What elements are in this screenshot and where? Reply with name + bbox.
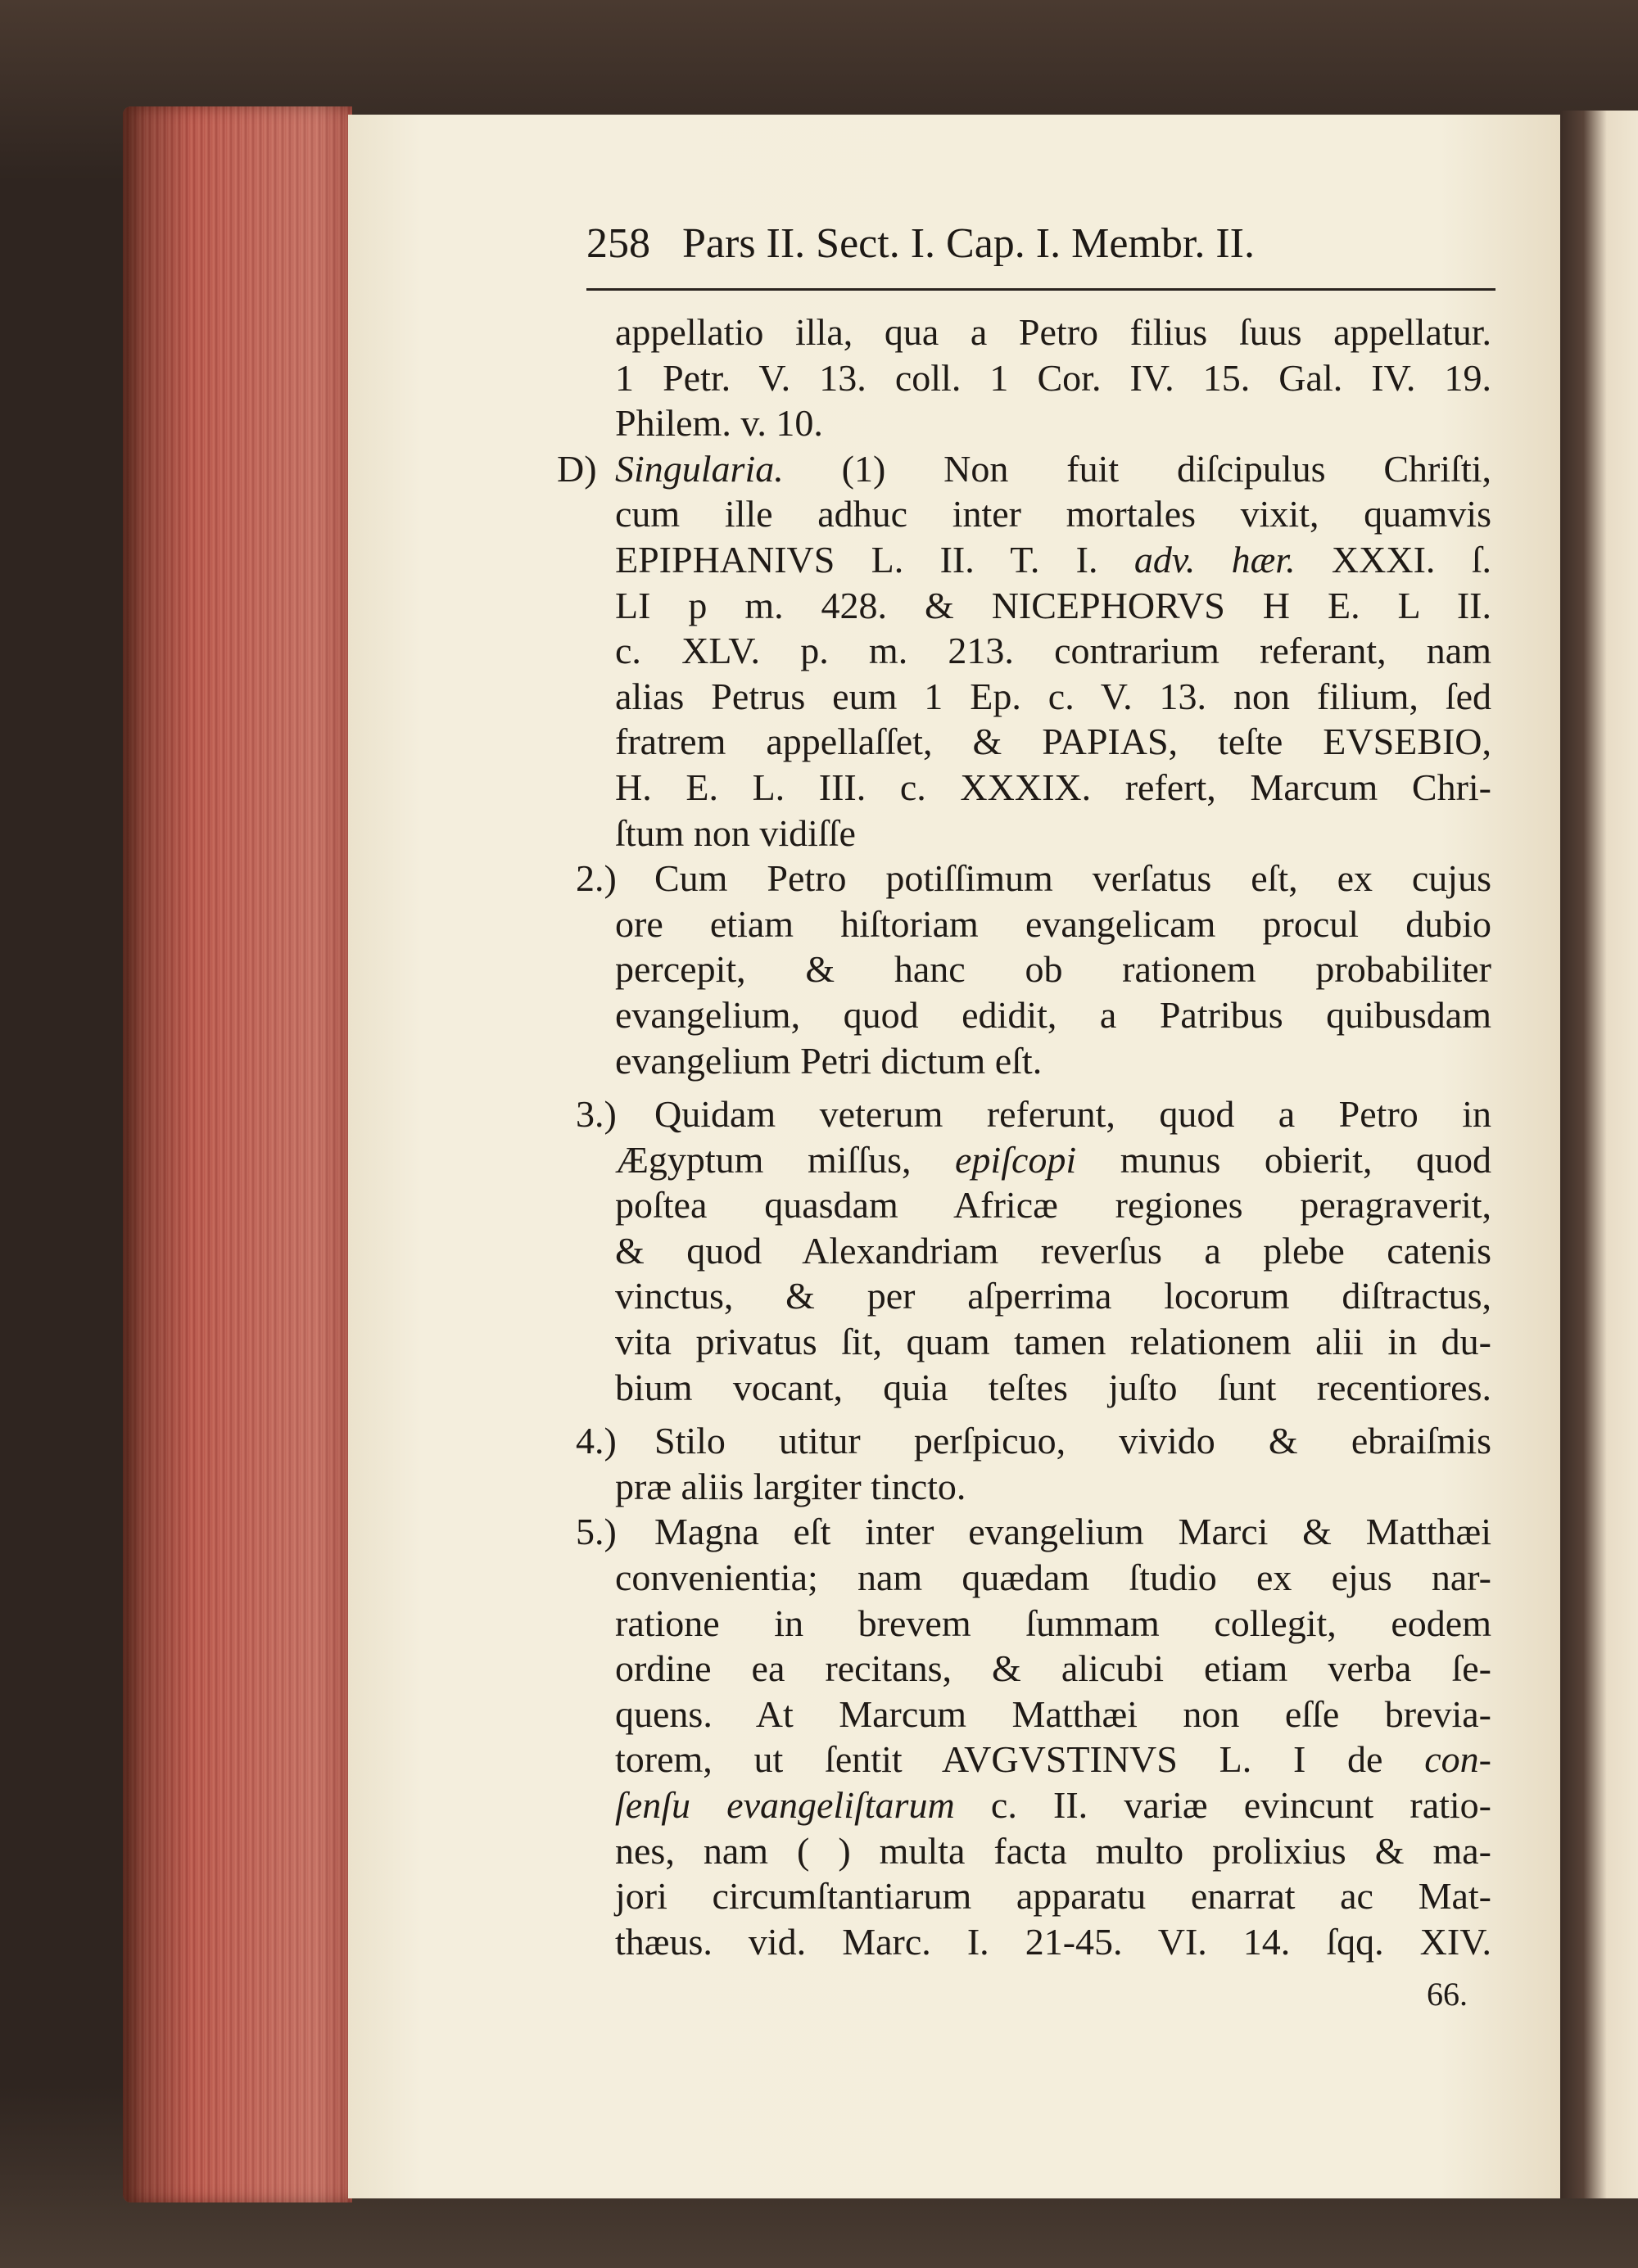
line-text xyxy=(615,1919,1491,1965)
text-segment: Ægyptum miſſus, xyxy=(615,1138,956,1181)
line-text xyxy=(615,947,1491,992)
line-text xyxy=(615,1319,1491,1365)
italic-segment: epiſcopi xyxy=(955,1138,1077,1181)
line-text xyxy=(654,856,1491,901)
text-segment: evangelium, quod edidit, a Patribus quibusdam xyxy=(615,993,1491,1036)
italic-segment: con- xyxy=(1424,1738,1491,1781)
line-text xyxy=(615,1038,1491,1084)
line-text xyxy=(615,1782,1491,1828)
text-segment: Stilo utitur perſpicuo, vivido & ebraiſmis xyxy=(654,1420,1491,1462)
text-segment: evangelium Petri dictum eſt. xyxy=(615,1039,1043,1082)
item-label: 3.) xyxy=(576,1093,617,1136)
text-segment: munus obierit, quod xyxy=(1076,1138,1491,1181)
text-segment: Philem. v. 10. xyxy=(615,402,823,445)
catchword: 66. xyxy=(1427,1976,1468,2013)
text-line xyxy=(557,583,1499,629)
line-text xyxy=(615,1601,1491,1647)
text-segment: alias Petrus eum 1 Ep. c. V. 13. non filium, ſed xyxy=(615,675,1491,717)
line-text xyxy=(615,1692,1491,1737)
text-line xyxy=(557,992,1499,1038)
text-line xyxy=(557,537,1499,583)
page-number: 258 xyxy=(586,220,650,267)
text-segment: bium vocant, quia teſtes juſto ſunt recentiores. xyxy=(615,1366,1491,1408)
text-line xyxy=(557,491,1499,537)
text-line xyxy=(557,1555,1499,1601)
text-segment: Magna eſt inter evangelium Marci & Matthæi xyxy=(654,1511,1491,1553)
text-line xyxy=(557,1365,1499,1411)
text-line xyxy=(557,1182,1499,1228)
text-segment: ratione in brevem ſummam collegit, eodem xyxy=(615,1602,1491,1644)
text-segment: poſtea quasdam Africæ regiones peragraverit, xyxy=(615,1184,1491,1227)
text-line xyxy=(557,1737,1499,1782)
line-text xyxy=(654,1091,1491,1137)
text-segment: torem, ut ſentit AVGVSTINVS L. I de xyxy=(615,1738,1425,1781)
line-text xyxy=(615,992,1491,1038)
text-segment: fratrem appellaſſet, & PAPIAS, teſte EVSEBIO, xyxy=(615,721,1491,763)
line-text xyxy=(615,1464,1491,1510)
text-line xyxy=(557,1228,1499,1274)
text-line xyxy=(557,1509,1499,1555)
line-text xyxy=(615,674,1491,720)
line-text xyxy=(615,355,1491,401)
text-line xyxy=(557,1601,1499,1647)
text-line xyxy=(557,1919,1499,1965)
item-label: 4.) xyxy=(576,1420,617,1462)
text-line xyxy=(557,1828,1499,1874)
line-text xyxy=(615,811,1491,856)
line-text xyxy=(615,1228,1491,1274)
line-text xyxy=(615,446,1491,492)
line-text xyxy=(615,1873,1491,1919)
text-line xyxy=(557,1418,1499,1464)
text-segment: nes, nam ( ) multa facta multo prolixius & ma- xyxy=(615,1829,1491,1872)
text-line xyxy=(557,1464,1499,1510)
text-line xyxy=(557,446,1499,492)
text-segment: Cum Petro potiſſimum verſatus eſt, ex cujus xyxy=(654,857,1491,900)
text-segment: c. II. variæ evincunt ratio- xyxy=(954,1784,1491,1826)
text-line xyxy=(557,1692,1499,1737)
text-segment: LI p m. 428. & NICEPHORVS H E. L II. xyxy=(615,584,1491,626)
page-body-text xyxy=(557,309,1499,1964)
text-segment: EPIPHANIVS L. II. T. I. xyxy=(615,538,1134,581)
text-line xyxy=(557,400,1499,446)
text-line xyxy=(557,765,1499,811)
text-segment: percepit, & hanc ob rationem probabiliter xyxy=(615,948,1491,991)
text-segment: Quidam veterum referunt, quod a Petro in xyxy=(654,1093,1491,1136)
text-line xyxy=(557,1646,1499,1692)
item-label: 5.) xyxy=(576,1511,617,1553)
text-line xyxy=(557,628,1499,674)
line-text xyxy=(615,537,1491,583)
text-line xyxy=(557,1091,1499,1137)
text-line xyxy=(557,856,1499,901)
line-text xyxy=(615,1737,1491,1782)
text-segment: thæus. vid. Marc. I. 21-45. VI. 14. ſqq. XIV. xyxy=(615,1920,1491,1963)
text-segment: appellatio illa, qua a Petro filius ſuus appellatur. xyxy=(615,311,1491,353)
text-line xyxy=(557,674,1499,720)
line-text xyxy=(615,491,1491,537)
text-line xyxy=(557,309,1499,355)
text-line xyxy=(557,719,1499,765)
line-text xyxy=(615,1273,1491,1319)
facing-page-gutter xyxy=(1560,111,1638,2198)
text-segment: vinctus, & per aſperrima locorum diſtractus, xyxy=(615,1275,1491,1317)
italic-segment: Singularia. xyxy=(615,447,784,490)
line-text xyxy=(615,1646,1491,1692)
text-segment: XXXI. ſ. xyxy=(1295,538,1491,581)
line-text xyxy=(615,1182,1491,1228)
running-title: Pars II. Sect. I. Cap. I. Membr. II. xyxy=(682,220,1255,267)
running-header xyxy=(586,219,1255,268)
line-text xyxy=(615,1365,1491,1411)
text-segment: c. XLV. p. m. 213. contrarium referant, nam xyxy=(615,630,1491,672)
line-text xyxy=(615,765,1491,811)
italic-segment: adv. hær. xyxy=(1133,538,1296,581)
text-line xyxy=(557,355,1499,401)
line-text xyxy=(654,1509,1491,1555)
header-rule xyxy=(586,288,1495,291)
text-segment: (1) Non fuit diſcipulus Chriſti, xyxy=(783,447,1491,490)
text-line xyxy=(557,1782,1499,1828)
text-segment: convenientia; nam quædam ſtudio ex ejus nar- xyxy=(615,1556,1491,1599)
text-segment: cum ille adhuc inter mortales vixit, quamvis xyxy=(615,493,1491,535)
text-segment: ore etiam hiſtoriam evangelicam procul dubio xyxy=(615,902,1491,945)
line-text xyxy=(615,1555,1491,1601)
italic-segment: ſenſu evangeliſtarum xyxy=(615,1784,955,1826)
item-label: D) xyxy=(557,447,597,490)
text-line xyxy=(557,901,1499,947)
text-line xyxy=(557,811,1499,856)
line-text xyxy=(615,309,1491,355)
text-segment: jori circumſtantiarum apparatu enarrat ac Mat- xyxy=(615,1875,1491,1918)
line-text xyxy=(654,1418,1491,1464)
line-text xyxy=(615,719,1491,765)
line-text xyxy=(615,1828,1491,1874)
text-line xyxy=(557,1319,1499,1365)
text-line xyxy=(557,1273,1499,1319)
page-edges-shade xyxy=(123,106,352,2202)
text-segment: vita privatus ſit, quam tamen relationem alii in du- xyxy=(615,1321,1491,1363)
line-text xyxy=(615,1137,1491,1183)
text-segment: 1 Petr. V. 13. coll. 1 Cor. IV. 15. Gal. IV. 19. xyxy=(615,356,1491,399)
line-text xyxy=(615,583,1491,629)
text-segment: ordine ea recitans, & alicubi etiam verba ſe- xyxy=(615,1647,1491,1690)
text-line xyxy=(557,1038,1499,1084)
text-segment: præ aliis largiter tincto. xyxy=(615,1465,966,1507)
text-segment: quens. At Marcum Matthæi non eſſe brevia- xyxy=(615,1692,1491,1735)
line-text xyxy=(615,901,1491,947)
line-text xyxy=(615,628,1491,674)
text-segment: ſtum non vidiſſe xyxy=(615,811,856,854)
text-line xyxy=(557,1873,1499,1919)
text-line xyxy=(557,1137,1499,1183)
text-line xyxy=(557,947,1499,992)
text-segment: H. E. L. III. c. XXXIX. refert, Marcum Chri- xyxy=(615,766,1491,808)
item-label: 2.) xyxy=(576,857,617,900)
line-text xyxy=(615,400,1491,446)
text-segment: & quod Alexandriam reverſus a plebe catenis xyxy=(615,1229,1491,1272)
